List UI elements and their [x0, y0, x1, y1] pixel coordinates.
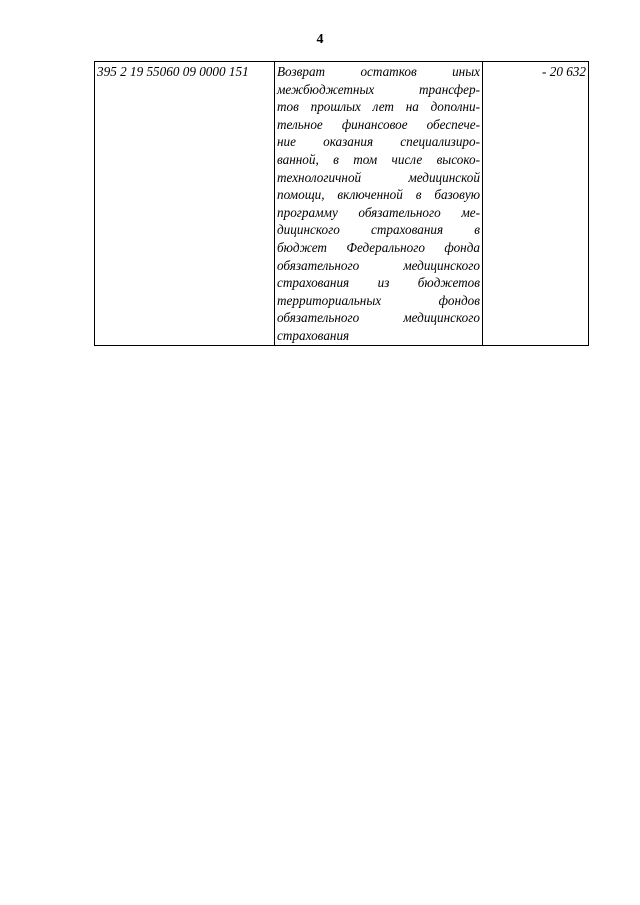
description-line: тов прошлых лет на дополни- — [277, 99, 480, 115]
description-line: тельное финансовое обеспече- — [277, 116, 480, 132]
budget-classification-code: 395 2 19 55060 09 0000 151 — [95, 62, 275, 346]
description-line: ванной, в том числе высоко- — [277, 151, 480, 167]
description-line: страхования из бюджетов — [277, 275, 480, 291]
description-line: дицинского страхования в — [277, 222, 480, 238]
page-number: 4 — [316, 32, 324, 47]
budget-table — [94, 61, 589, 346]
description-line: программу обязательного ме- — [277, 204, 480, 220]
description-line: межбюджетных трансфер- — [277, 81, 480, 97]
description-line: обязательного медицинского — [277, 310, 480, 326]
description-line: обязательного медицинского — [277, 257, 480, 273]
description-line: бюджет Федерального фонда — [277, 239, 480, 255]
description-line: Возврат остатков иных — [277, 64, 480, 79]
description-line: территориальных фондов — [277, 292, 480, 308]
revenue-description — [275, 62, 483, 346]
description-line: помощи, включенной в базовую — [277, 187, 480, 203]
description-line: технологичной медицинской — [277, 169, 480, 185]
amount-value: - 20 632 — [483, 62, 589, 346]
description-line: ние оказания специализиро- — [277, 134, 480, 150]
table-row — [95, 62, 589, 346]
description-line: страхования — [277, 327, 350, 343]
